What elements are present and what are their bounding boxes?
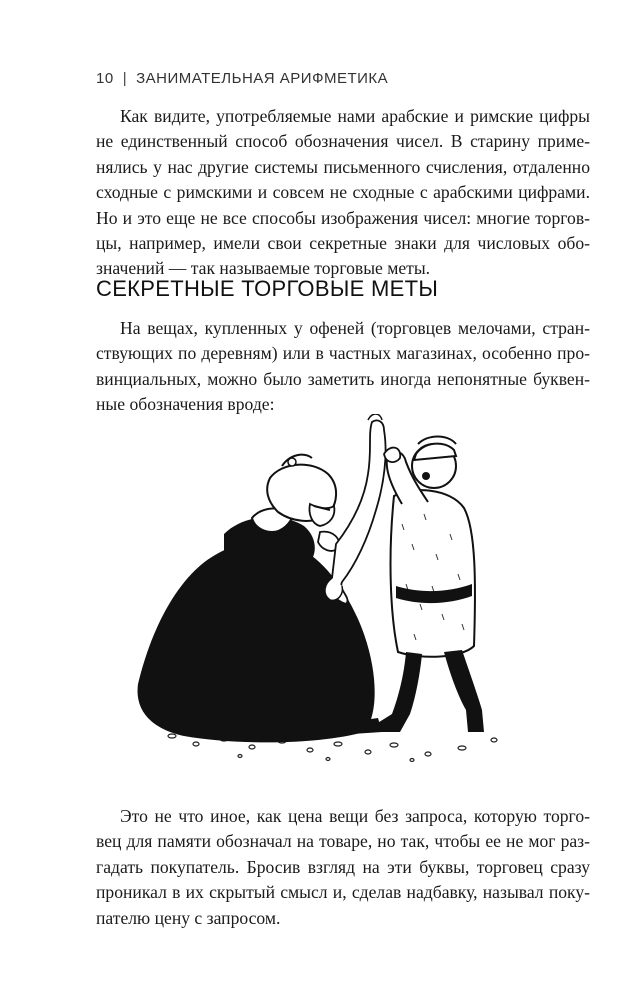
paragraph-intro — [96, 104, 590, 282]
paragraph-trade-marks — [96, 316, 590, 418]
text-line: Но и это еще не все способы изображения чисел: многие торгов- — [96, 207, 590, 228]
illustration-merchants — [132, 414, 562, 771]
text-line: На вещах, купленных у офеней (торговцев мелочами, стран- — [120, 318, 590, 338]
text-line: ствующих по деревням) или в частных магазинах, особенно про- — [96, 343, 590, 364]
text-line: сходные с римскими и совсем не сходные с арабскими цифрами. — [96, 182, 590, 203]
text-line: Как видите, употребляемые нами арабские и римские цифры — [120, 106, 590, 126]
text-line: нялись у нас другие системы письменного счисления, отдаленно — [96, 156, 590, 177]
paragraph-explanation — [96, 804, 590, 931]
text-line: гадать покупатель. Бросив взгляд на эти буквы, торговец сразу — [96, 856, 590, 877]
text-line: не единственный способ обозначения чисел. В старину приме- — [96, 131, 590, 152]
text-line: пателю цену с запросом. — [96, 907, 281, 928]
text-line: значений — так называемые торговые меты. — [96, 258, 431, 279]
merchant-illustration-image — [132, 414, 562, 766]
text-line: проникал в их скрытый смысл и, сделав надбавку, называл поку- — [96, 882, 590, 903]
text-line: Это не что иное, как цена вещи без запроса, которую торго- — [120, 806, 590, 826]
running-head-separator: | — [122, 70, 128, 87]
text-line: винциальных, можно было заметить иногда непонятные буквен- — [96, 368, 590, 389]
running-head — [96, 70, 388, 87]
text-line: цы, например, имели свои секретные знаки для числовых обо- — [96, 233, 590, 254]
page-number: 10 — [96, 70, 114, 87]
text-line: вец для памяти обозначал на товаре, но так, чтобы ее не мог раз- — [96, 831, 590, 852]
book-title: ЗАНИМАТЕЛЬНАЯ АРИФМЕТИКА — [136, 70, 389, 87]
section-title: СЕКРЕТНЫЕ ТОРГОВЫЕ МЕТЫ — [96, 276, 439, 301]
text-line: ные обозначения вроде: — [96, 394, 275, 415]
